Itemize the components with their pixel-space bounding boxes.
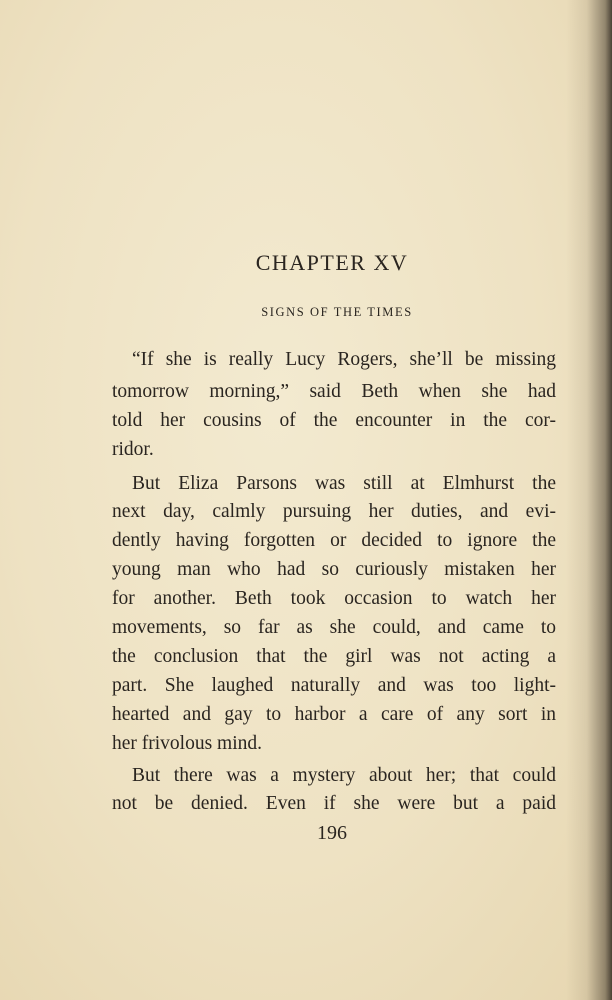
text-line: told her cousins of the encounter in the cor- [112,410,556,431]
text-line: her frivolous mind. [112,733,263,754]
text-line: young man who had so curiously mistaken her [112,559,556,580]
text-line: But there was a mystery about her; that could [132,765,556,786]
chapter-title: CHAPTER XV [255,250,409,275]
text-line: not be denied. Even if she were but a paid [112,793,556,814]
text-line: But Eliza Parsons was still at Elmhurst the [132,473,556,494]
text-line: next day, calmly pursuing her duties, and evi- [112,501,556,522]
text-line: tomorrow morning,” said Beth when she had [112,381,556,402]
text-line: part. She laughed naturally and was too light- [112,675,556,696]
text-line: the conclusion that the girl was not acting a [112,646,556,667]
text-line: movements, so far as she could, and came to [112,617,556,638]
text-line: “If she is really Lucy Rogers, she’ll be missing [132,349,556,370]
page-number: 196 [317,822,347,844]
text-line: hearted and gay to harbor a care of any sort in [112,704,556,725]
text-line: dently having forgotten or decided to ignore the [112,530,556,551]
spine-shadow [566,0,612,1000]
text-line: for another. Beth took occasion to watch her [112,588,556,609]
text-line: ridor. [112,439,154,460]
chapter-subtitle: SIGNS OF THE TIMES [261,305,413,319]
